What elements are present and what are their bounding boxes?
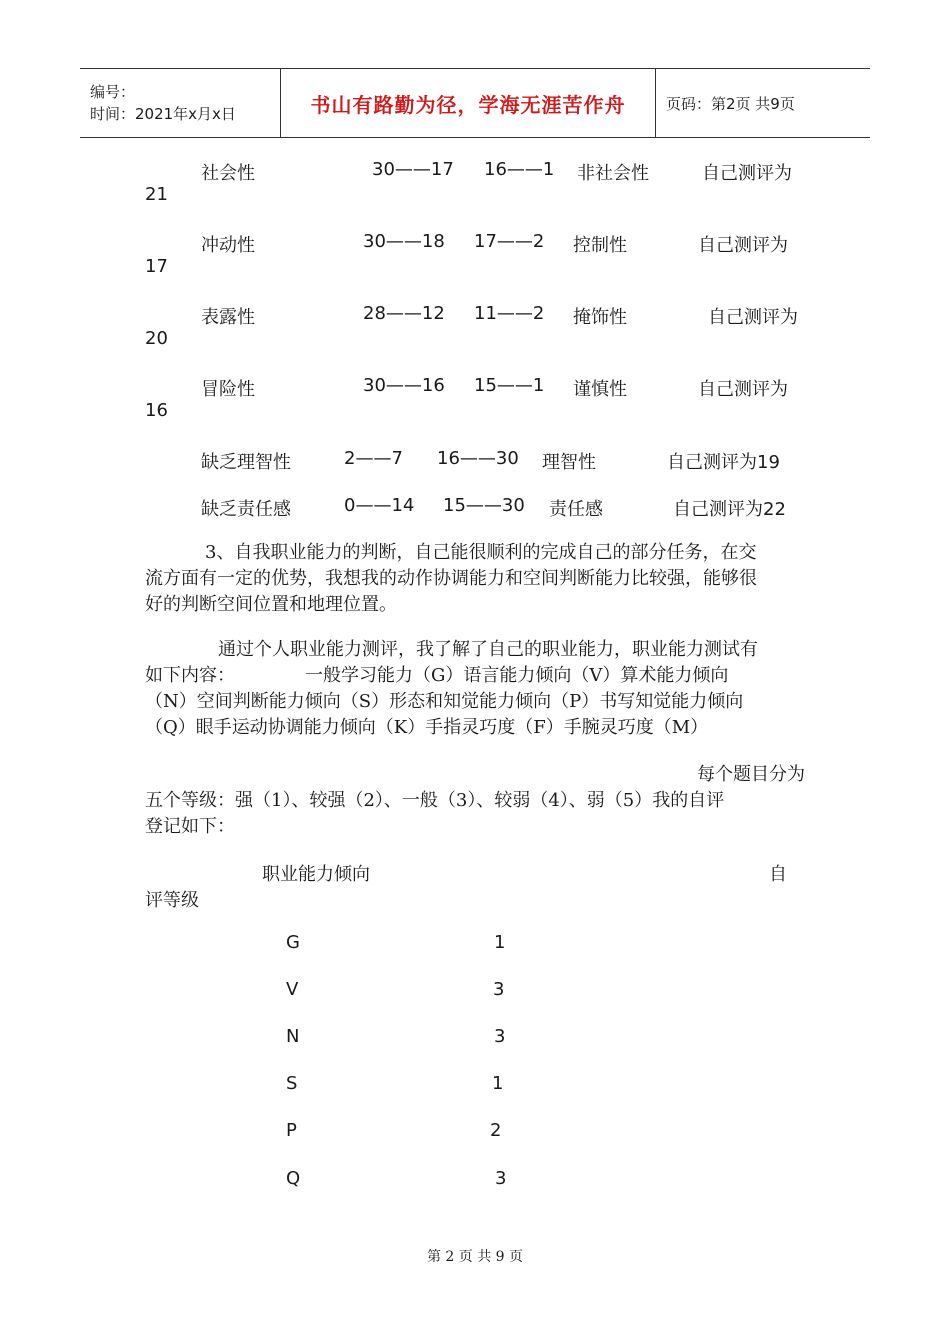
trait-range-a: 30——18 (363, 231, 445, 252)
trait-range-b: 16——1 (484, 159, 555, 180)
paragraph-line: 流方面有一定的优势，我想我的动作协调能力和空间判断能力比较强，能够很 (145, 568, 757, 589)
paragraph-line: 3、自我职业能力的判断，自己能很顺利的完成自己的部分任务，在交 (205, 542, 757, 563)
paragraph-levels (145, 762, 805, 840)
paragraph-line: （N）空间判断能力倾向（S）形态和知觉能力倾向（P）书写知觉能力倾向 (145, 691, 744, 712)
paragraph-self-assessment (145, 540, 805, 618)
trait-opposite: 理智性 (542, 452, 596, 473)
trait-score: 17 (145, 256, 168, 277)
trait-opposite: 非社会性 (577, 163, 649, 184)
paragraph-line: 好的判断空间位置和地理位置。 (145, 594, 397, 615)
trait-name: 冲动性 (201, 235, 255, 256)
paragraph-line: 登记如下： (145, 816, 235, 837)
trait-score-label: 自己测评为 (708, 307, 798, 328)
rating-level: 1 (492, 1073, 504, 1094)
trait-score-label: 自己测评为19 (667, 452, 780, 473)
column-header-rating: 自 (769, 864, 787, 885)
rating-level: 1 (494, 932, 506, 953)
trait-score: 16 (145, 400, 168, 421)
trait-score-label: 自己测评为 (698, 379, 788, 400)
rating-level: 3 (494, 1026, 506, 1047)
trait-opposite: 控制性 (573, 235, 627, 256)
number-label: 编号： (90, 83, 136, 101)
trait-range-a: 0——14 (344, 495, 415, 516)
paragraph-line: 通过个人职业能力测评，我了解了自己的职业能力，职业能力测试有 (218, 639, 758, 660)
rating-code: Q (286, 1168, 301, 1189)
rating-level: 2 (490, 1120, 502, 1141)
trait-range-b: 17——2 (474, 231, 545, 252)
trait-range-a: 2——7 (344, 448, 403, 469)
motto: 书山有路勤为径，学海无涯苦作舟 (310, 92, 626, 117)
time-label: 时间：2021年x月x日 (90, 105, 236, 123)
paragraph-line-wrap (145, 663, 805, 689)
trait-range-b: 15——30 (443, 495, 525, 516)
trait-score-label: 自己测评为 (702, 163, 792, 184)
paragraph-line: 五个等级：强（1）、较强（2）、一般（3）、较弱（4）、弱（5）我的自评 (145, 790, 725, 811)
trait-opposite: 掩饰性 (573, 307, 627, 328)
trait-score-label: 自己测评为22 (673, 499, 786, 520)
paragraph-line: 如下内容： (145, 665, 235, 686)
trait-range-a: 30——16 (363, 375, 445, 396)
column-header-rating-cont: 评等级 (145, 890, 199, 911)
trait-score: 21 (145, 184, 168, 205)
rating-level: 3 (495, 1168, 507, 1189)
trait-opposite: 谨慎性 (573, 379, 627, 400)
trait-name: 社会性 (201, 163, 255, 184)
trait-name: 缺乏责任感 (201, 499, 291, 520)
page-footer: 第 2 页 共 9 页 (426, 1249, 524, 1265)
header-page-cell (656, 69, 870, 137)
paragraph-line: （Q）眼手运动协调能力倾向（K）手指灵巧度（F）手腕灵巧度（M） (145, 717, 709, 738)
trait-opposite: 责任感 (549, 499, 603, 520)
page-label: 页码：第2页 共9页 (666, 94, 795, 113)
paragraph-line: 一般学习能力（G）语言能力倾向（V）算术能力倾向 (305, 665, 729, 686)
trait-range-a: 30——17 (372, 159, 454, 180)
trait-score: 20 (145, 328, 168, 349)
rating-code: G (286, 932, 300, 953)
page-header (80, 68, 870, 138)
trait-range-b: 11——2 (474, 303, 545, 324)
trait-name: 冒险性 (201, 379, 255, 400)
rating-code: S (286, 1073, 298, 1094)
column-header-ability: 职业能力倾向 (262, 864, 370, 885)
header-meta (80, 69, 281, 137)
rating-code: V (286, 979, 299, 1000)
trait-name: 表露性 (201, 307, 255, 328)
rating-level: 3 (493, 979, 505, 1000)
paragraph-line: 每个题目分为 (697, 764, 805, 785)
trait-range-a: 28——12 (363, 303, 445, 324)
paragraph-ability-test (145, 637, 805, 741)
trait-name: 缺乏理智性 (201, 452, 291, 473)
trait-range-b: 15——1 (474, 375, 545, 396)
rating-code: N (286, 1026, 300, 1047)
trait-score-label: 自己测评为 (698, 235, 788, 256)
header-motto-cell (281, 69, 656, 137)
trait-range-b: 16——30 (437, 448, 519, 469)
rating-code: P (286, 1120, 297, 1141)
